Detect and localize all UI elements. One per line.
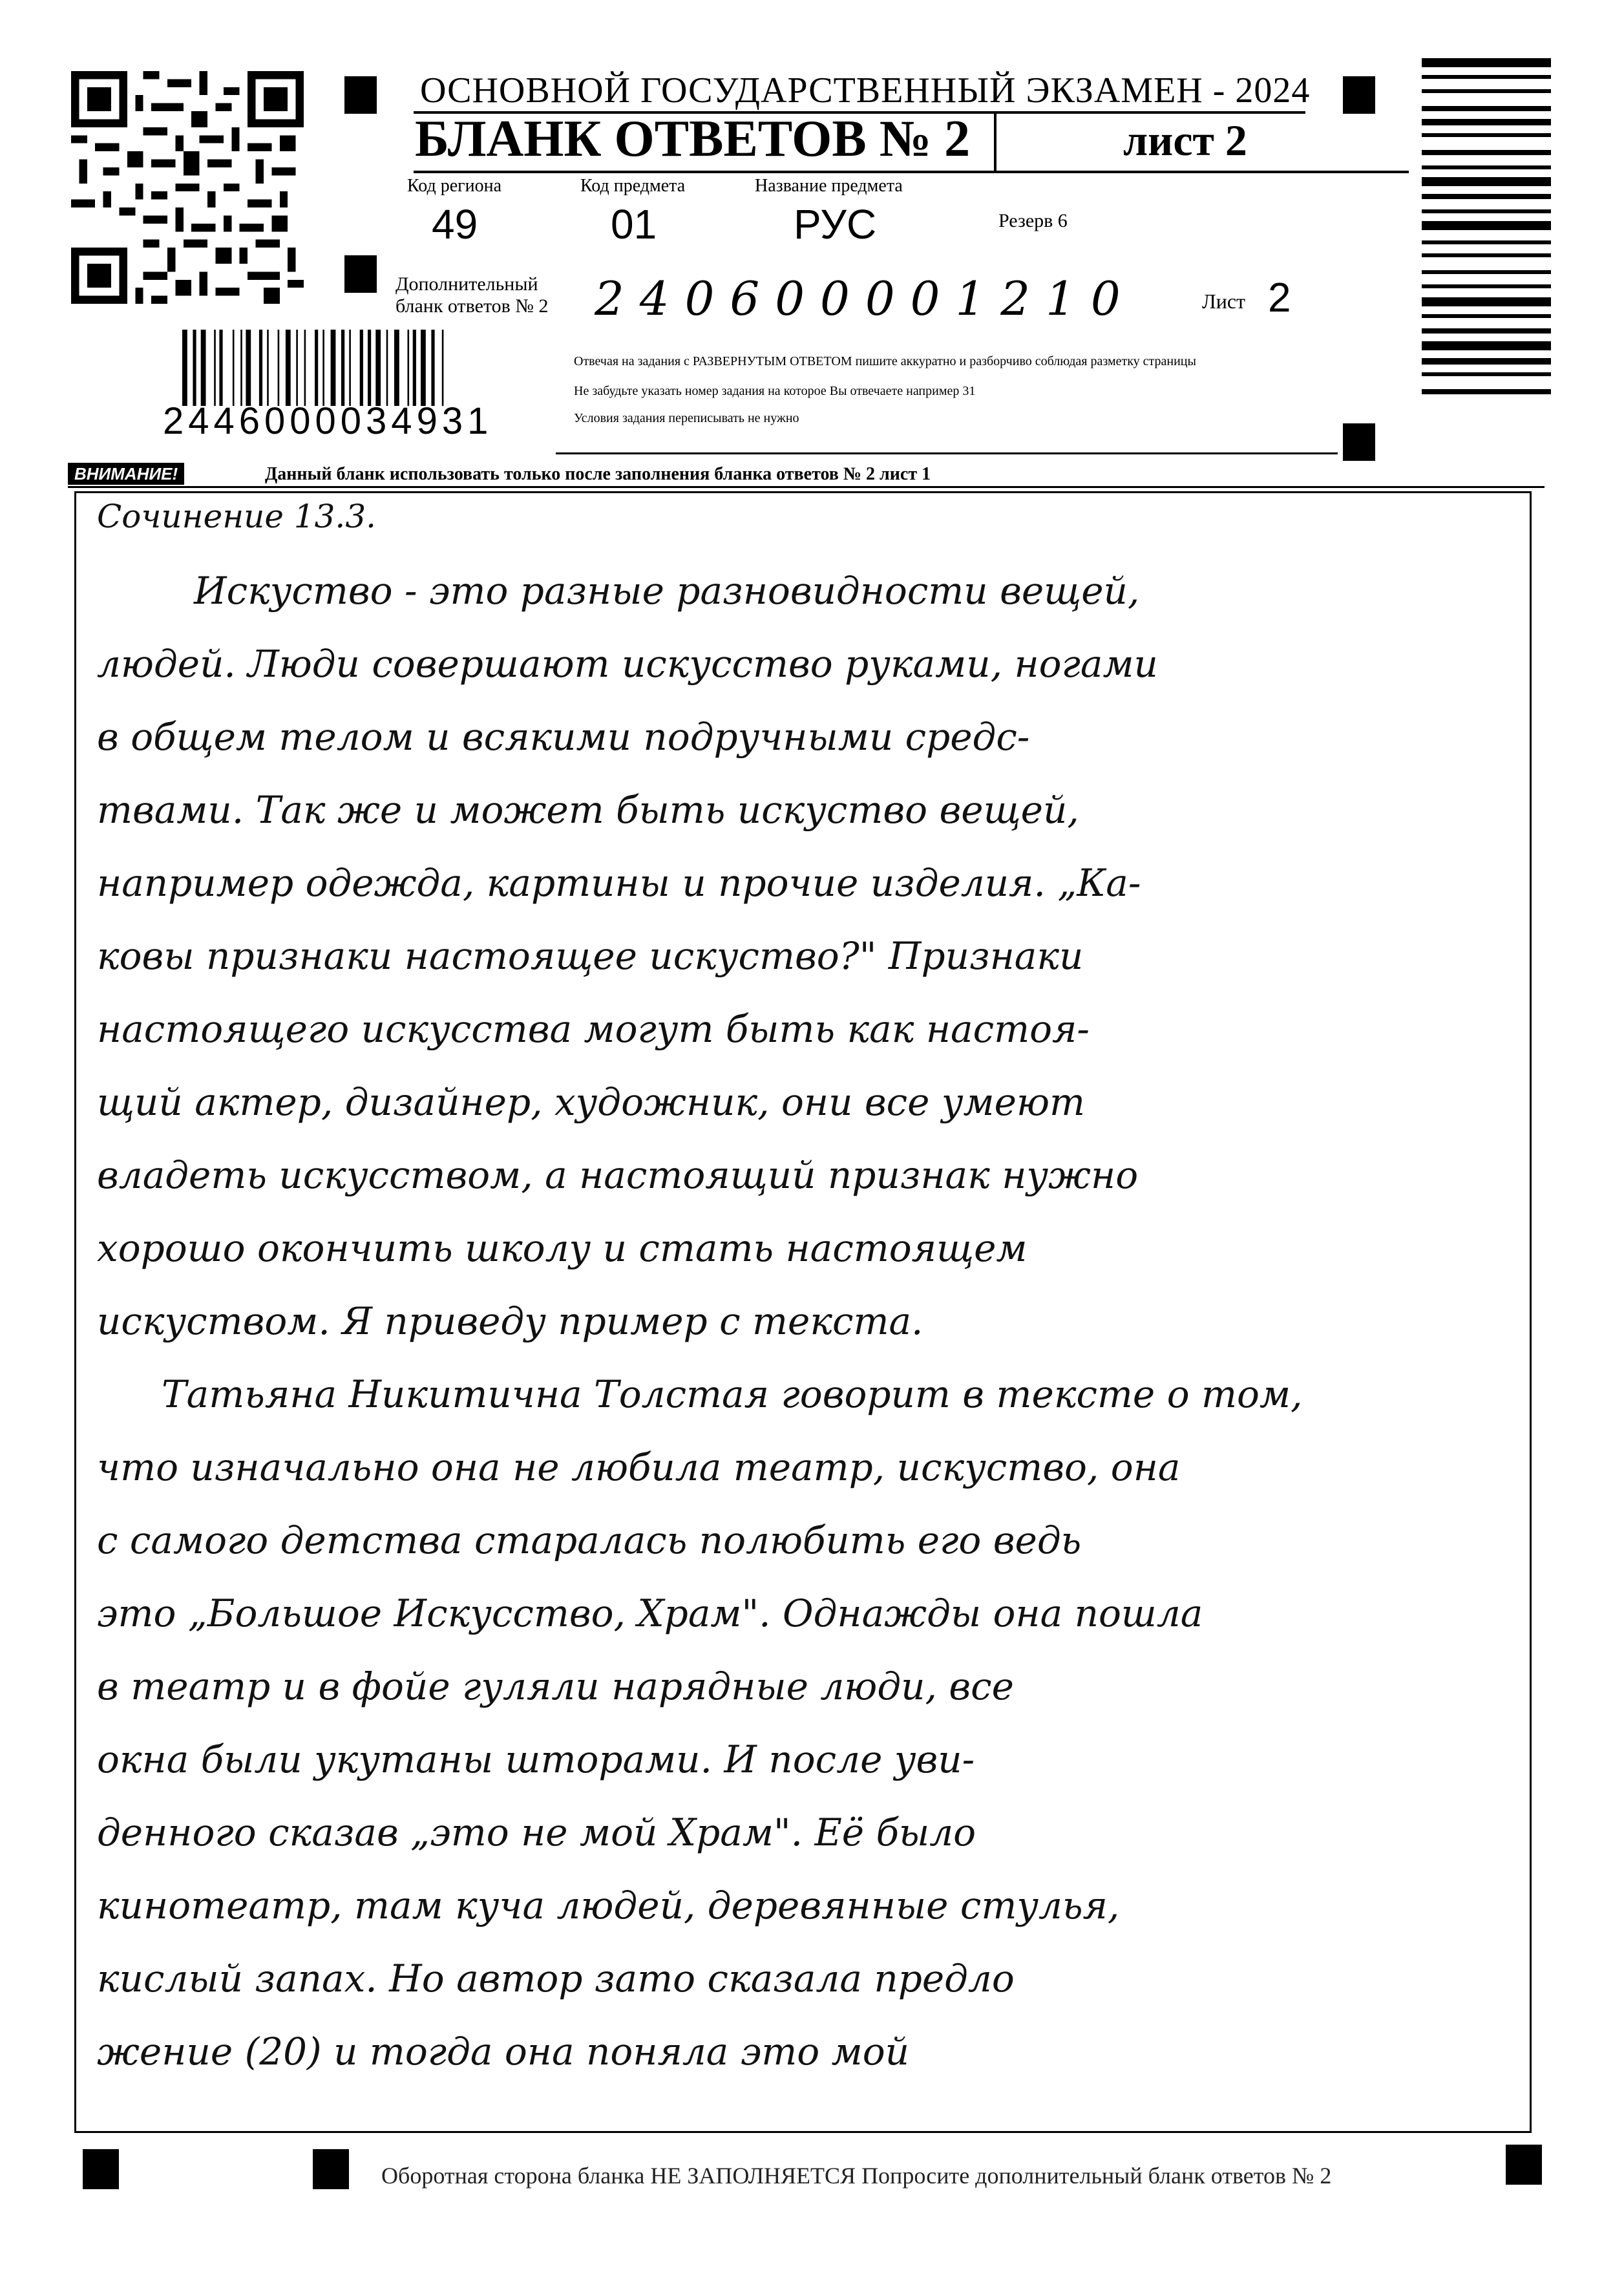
- answer-line: кислый запах. Но автор зато сказала предло: [97, 1957, 1015, 2000]
- answer-line: это „Большое Искусство, Храм". Однажды она пошла: [97, 1591, 1203, 1635]
- answer-line: денного сказав „это не мой Храм". Её было: [97, 1810, 976, 1854]
- exam-title: ОСНОВНОЙ ГОСУДАРСТВЕННЫЙ ЭКЗАМЕН - 2024: [420, 70, 1311, 111]
- answer-line: твами. Так же и может быть искуство вещей,: [97, 788, 1079, 832]
- answer-line: Сочинение 13.3.: [97, 498, 377, 535]
- corner-marker: [1343, 76, 1375, 114]
- corner-marker: [1343, 423, 1375, 461]
- answer-line: Татьяна Никитична Толстая говорит в тексте о том,: [162, 1372, 1303, 1416]
- corner-marker: [83, 2149, 119, 2189]
- side-barcode: [1422, 58, 1551, 452]
- corner-marker: [313, 2149, 349, 2189]
- extra-form-label-line1: Дополнительный: [395, 273, 538, 295]
- instruction-line-1: Отвечая на задания с РАЗВЕРНУТЫМ ОТВЕТОМ пишите аккуратно и разборчиво соблюдая разметку страницы: [574, 354, 1196, 368]
- header-divider: [994, 114, 997, 171]
- extra-form-label-line2: бланк ответов № 2: [395, 295, 549, 317]
- answer-line: искуством. Я приведу пример с текста.: [97, 1299, 923, 1343]
- barcode: [182, 330, 535, 406]
- corner-marker: [344, 76, 377, 114]
- answer-line: щий актер, дизайнер, художник, они все умеют: [97, 1080, 1086, 1124]
- answer-line: людей. Люди совершают искусство руками, ногами: [97, 642, 1158, 686]
- list-value: 2: [1268, 274, 1291, 321]
- answer-line: в театр и в фойе гуляли нарядные люди, все: [97, 1664, 1014, 1708]
- answer-line: в общем телом и всякими подручными средс-: [97, 715, 1030, 759]
- warning-bar: [68, 463, 1545, 485]
- barcode-number: 2446000034931: [163, 400, 493, 442]
- answer-line: владеть искусством, а настоящий признак нужно: [97, 1153, 1139, 1197]
- region-value: 49: [432, 201, 478, 248]
- subject-code-value: 01: [611, 201, 657, 248]
- answer-line: хорошо окончить школу и стать настоящем: [97, 1226, 1028, 1270]
- instruction-rule: [556, 452, 1338, 454]
- region-label: Код региона: [407, 176, 502, 196]
- answer-line: окна были укутаны шторами. И после уви-: [97, 1737, 975, 1781]
- subject-name-label: Название предмета: [755, 176, 903, 196]
- answer-line: жение (20) и тогда она поняла это мой: [97, 2030, 910, 2074]
- warning-rule: [68, 486, 1545, 488]
- subject-name-value: РУС: [794, 201, 877, 248]
- header-rule: [414, 171, 1409, 173]
- reserve-label: Резерв 6: [998, 210, 1068, 231]
- footer-note: Оборотная сторона бланка НЕ ЗАПОЛНЯЕТСЯ Попросите дополнительный бланк ответов № 2: [381, 2163, 1332, 2189]
- extra-form-label: [395, 273, 548, 317]
- answer-line: кинотеатр, там куча людей, деревянные стулья,: [97, 1883, 1120, 1927]
- sheet-label: лист 2: [1123, 116, 1247, 165]
- form-title: БЛАНК ОТВЕТОВ № 2: [415, 111, 971, 167]
- answer-line: с самого детства старалась полюбить его ведь: [97, 1518, 1082, 1562]
- subject-code-label: Код предмета: [580, 176, 686, 196]
- corner-marker: [1506, 2145, 1542, 2185]
- extra-form-number: 240600001210: [595, 271, 1136, 326]
- answer-line: например одежда, картины и прочие изделия. „Ка-: [97, 861, 1141, 905]
- warning-text: Данный бланк использовать только после заполнения бланка ответов № 2 лист 1: [265, 464, 931, 484]
- qr-code: [71, 71, 304, 304]
- answer-line: Искуство - это разные разновидности вещей,: [194, 569, 1140, 613]
- instruction-line-3: Условия задания переписывать не нужно: [574, 411, 799, 425]
- list-label: Лист: [1202, 290, 1246, 313]
- warning-badge: ВНИМАНИЕ!: [68, 463, 184, 485]
- answer-line: настоящего искусства могут быть как настоя-: [97, 1007, 1090, 1051]
- corner-marker: [344, 255, 377, 293]
- answer-line: ковы признаки настоящее искуство?" Признаки: [97, 934, 1084, 978]
- answer-line: что изначально она не любила театр, искуство, она: [97, 1445, 1181, 1489]
- instruction-line-2: Не забудьте указать номер задания на которое Вы отвечаете например 31: [574, 384, 976, 398]
